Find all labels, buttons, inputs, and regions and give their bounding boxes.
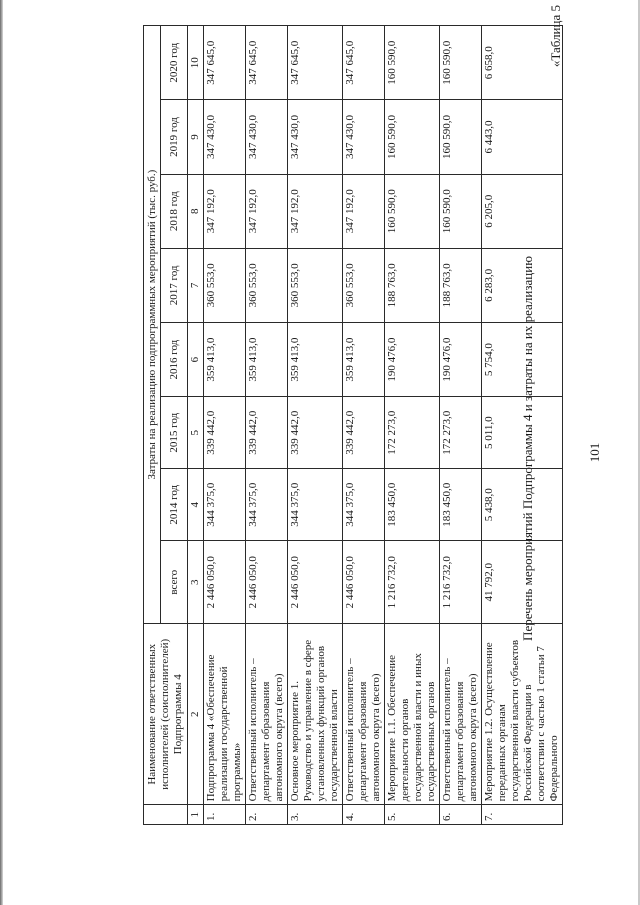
table-row: [288, 26, 343, 825]
value-2017: 360 553,0: [246, 248, 288, 322]
value-2014: 344 375,0: [204, 469, 246, 541]
value-2017: 6 283,0: [482, 248, 563, 322]
value-2020: 347 645,0: [288, 26, 343, 100]
value-2019: 347 430,0: [288, 100, 343, 174]
value-2020: 6 658,0: [482, 26, 563, 100]
value-2017: 188 763,0: [385, 248, 440, 322]
value-2015: 339 442,0: [204, 397, 246, 469]
value-2019: 6 443,0: [482, 100, 563, 174]
column-index: 2: [188, 624, 204, 805]
page-number: 101: [587, 442, 602, 463]
table-row: [482, 26, 563, 825]
header-total: всего: [161, 541, 188, 624]
table-row: [246, 26, 288, 825]
value-2015: 339 442,0: [246, 397, 288, 469]
value-2018: 160 590,0: [385, 174, 440, 248]
value-total: 2 446 050,0: [288, 541, 343, 624]
value-total: 1 216 732,0: [440, 541, 482, 624]
header-year: 2018 год: [161, 174, 188, 248]
row-name: Подпрограмма 4 «Обеспечение реализации государственной программы»: [204, 624, 246, 805]
column-index: 8: [188, 174, 204, 248]
value-2016: 190 476,0: [440, 322, 482, 396]
header-year: 2014 год: [161, 469, 188, 541]
value-2020: 347 645,0: [204, 26, 246, 100]
header-year: 2019 год: [161, 100, 188, 174]
row-number: 6.: [440, 805, 482, 825]
value-2017: 360 553,0: [343, 248, 385, 322]
value-2016: 359 413,0: [204, 322, 246, 396]
header-costs-group: Затраты на реализацию подпрограммных мероприятий (тыс. руб.): [144, 26, 161, 624]
value-2018: 347 192,0: [288, 174, 343, 248]
value-2015: 172 273,0: [385, 397, 440, 469]
header-no: [144, 805, 188, 825]
value-2016: 190 476,0: [385, 322, 440, 396]
value-2016: 5 754,0: [482, 322, 563, 396]
table-row: [204, 26, 246, 825]
table-row: [440, 26, 482, 825]
header-year: 2016 год: [161, 322, 188, 396]
row-name: Ответственный исполнитель – департамент образования автономного округа (всего): [246, 624, 288, 805]
value-2018: 6 205,0: [482, 174, 563, 248]
value-2014: 183 450,0: [385, 469, 440, 541]
value-2018: 347 192,0: [246, 174, 288, 248]
column-index: 6: [188, 322, 204, 396]
header-year: 2017 год: [161, 248, 188, 322]
value-2014: 183 450,0: [440, 469, 482, 541]
value-2014: 344 375,0: [246, 469, 288, 541]
value-total: 1 216 732,0: [385, 541, 440, 624]
row-number: 3.: [288, 805, 343, 825]
table-row: [385, 26, 440, 825]
value-total: 2 446 050,0: [343, 541, 385, 624]
value-2015: 339 442,0: [343, 397, 385, 469]
value-2020: 347 645,0: [246, 26, 288, 100]
value-2020: 347 645,0: [343, 26, 385, 100]
document-title: Перечень мероприятий Подпрограммы 4 и затраты на их реализацию: [520, 256, 535, 641]
column-index: 7: [188, 248, 204, 322]
value-2018: 347 192,0: [204, 174, 246, 248]
row-name: Основное мероприятие 1. Руководство и управление в сфере установленных функций органов государственной власти: [288, 624, 343, 805]
value-2017: 188 763,0: [440, 248, 482, 322]
value-2014: 344 375,0: [288, 469, 343, 541]
row-name: Мероприятие 1.1. Обеспечение деятельности органов государственной власти и иных государственных органов: [385, 624, 440, 805]
table-label: «Таблица 5: [548, 5, 563, 68]
header-name: Наименование ответственных исполнителей (соисполнителей) Подпрограммы 4: [144, 624, 188, 805]
value-2018: 160 590,0: [440, 174, 482, 248]
row-number: 4.: [343, 805, 385, 825]
column-index: 3: [188, 541, 204, 624]
column-index: 1: [188, 805, 204, 825]
header-year: 2015 год: [161, 397, 188, 469]
row-number: 5.: [385, 805, 440, 825]
row-name: Ответственный исполнитель – департамент образования автономного округа (всего): [440, 624, 482, 805]
table-row: [343, 26, 385, 825]
value-2019: 347 430,0: [343, 100, 385, 174]
column-index: 5: [188, 397, 204, 469]
column-index-row: [188, 26, 204, 825]
header-year: 2020 год: [161, 26, 188, 100]
value-2017: 360 553,0: [288, 248, 343, 322]
value-2016: 359 413,0: [343, 322, 385, 396]
column-index: 4: [188, 469, 204, 541]
value-2019: 160 590,0: [440, 100, 482, 174]
column-index: 10: [188, 26, 204, 100]
value-2018: 347 192,0: [343, 174, 385, 248]
row-name: Мероприятие 1.2. Осуществление переданных органам государственной власти субъектов Российской Федерации в соответствии с частью 1 статьи 7 Федерального: [482, 624, 563, 805]
row-number: 2.: [246, 805, 288, 825]
value-2019: 160 590,0: [385, 100, 440, 174]
value-2020: 160 590,0: [385, 26, 440, 100]
value-2014: 344 375,0: [343, 469, 385, 541]
value-2015: 5 011,0: [482, 397, 563, 469]
value-total: 2 446 050,0: [246, 541, 288, 624]
value-2017: 360 553,0: [204, 248, 246, 322]
row-name: Ответственный исполнитель – департамент образования автономного округа (всего): [343, 624, 385, 805]
value-2019: 347 430,0: [204, 100, 246, 174]
value-2016: 359 413,0: [288, 322, 343, 396]
value-total: 2 446 050,0: [204, 541, 246, 624]
activities-table: [143, 25, 563, 825]
value-total: 41 792,0: [482, 541, 563, 624]
value-2015: 172 273,0: [440, 397, 482, 469]
column-index: 9: [188, 100, 204, 174]
row-number: 1.: [204, 805, 246, 825]
value-2016: 359 413,0: [246, 322, 288, 396]
value-2014: 5 438,0: [482, 469, 563, 541]
value-2015: 339 442,0: [288, 397, 343, 469]
row-number: 7.: [482, 805, 563, 825]
value-2020: 160 590,0: [440, 26, 482, 100]
value-2019: 347 430,0: [246, 100, 288, 174]
